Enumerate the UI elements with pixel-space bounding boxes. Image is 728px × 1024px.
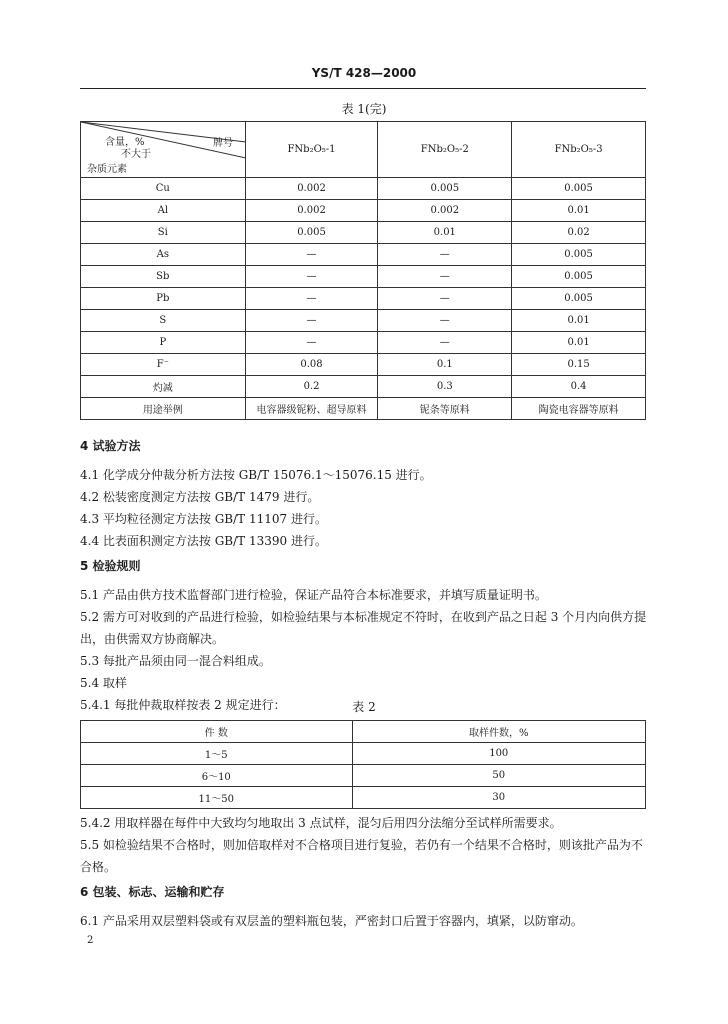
section4-item: 4.1 化学成分仲裁分析方法按 GB/T 15076.1～15076.15 进行。 [80,468,432,482]
value-cell: — [245,244,378,266]
sample-percent-cell: 100 [352,743,646,765]
page-number: 2 [87,935,94,946]
value-cell: 陶瓷电容器等原料 [512,398,646,420]
table-row [81,332,646,354]
sample-percent-cell: 30 [352,787,646,809]
corner-limit-label: 不大于 [121,149,151,160]
value-cell: 0.01 [378,222,512,244]
composition-table [80,121,646,420]
paragraph-5-5: 5.5 如检验结果不合格时，则加倍取样对不合格项目进行复验，若仍有一个结果不合格时，则该批产品为不合格。 [80,838,643,874]
column-header: 取样件数，% [352,721,646,743]
element-cell: P [81,332,246,354]
value-cell: 0.005 [245,222,378,244]
table1-header-row [81,122,646,178]
value-cell: 0.005 [512,266,646,288]
table-row [81,376,646,398]
element-cell: As [81,244,246,266]
element-cell: Cu [81,178,246,200]
column-header: 件 数 [81,721,353,743]
value-cell: 0.01 [512,200,646,222]
paragraph-5-1: 5.1 产品由供方技术监督部门进行检验，保证产品符合本标准要求，并填写质量证明书。 [80,588,547,602]
corner-impurity-label: 杂质元素 [87,164,127,175]
value-cell: 0.3 [378,376,512,398]
table-row [81,178,646,200]
corner-content-label: 含量，% [105,137,145,148]
value-cell: 0.005 [512,244,646,266]
table-row [81,398,646,420]
value-cell: — [378,244,512,266]
standard-number-header: YS/T 428—2000 [311,66,417,80]
value-cell: — [245,288,378,310]
value-cell: 0.01 [512,310,646,332]
section5-title: 5 检验规则 [80,559,141,573]
value-cell: — [378,288,512,310]
element-cell: 用途举例 [81,398,246,420]
quantity-cell: 1～5 [81,743,353,765]
column-header: FNb₂O₅-1 [245,122,378,178]
value-cell: 0.15 [512,354,646,376]
table-row [81,244,646,266]
header-rule [80,88,646,89]
quantity-cell: 11～50 [81,787,353,809]
value-cell: — [245,332,378,354]
section4-item: 4.2 松装密度测定方法按 GB/T 1479 进行。 [80,490,320,504]
paragraph-5-3: 5.3 每批产品须由同一混合料组成。 [80,654,271,668]
column-header: FNb₂O₅-2 [378,122,512,178]
paragraph-5-4-1: 5.4.1 每批仲裁取样按表 2 规定进行： [80,698,286,712]
corner-grade-label: 牌号 [213,138,233,149]
table2-header-row [81,721,646,743]
value-cell: 0.1 [378,354,512,376]
table-row [81,266,646,288]
table-row [81,765,646,787]
element-cell: 灼减 [81,376,246,398]
value-cell: — [245,310,378,332]
table-row [81,787,646,809]
table-row [81,200,646,222]
element-cell: Sb [81,266,246,288]
element-cell: Si [81,222,246,244]
value-cell: 0.002 [245,178,378,200]
value-cell: — [378,310,512,332]
value-cell: 0.002 [245,200,378,222]
section4-item: 4.3 平均粒径测定方法按 GB/T 11107 进行。 [80,512,327,526]
paragraph-5-4-2: 5.4.2 用取样器在每件中大致均匀地取出 3 点试样，混匀后用四分法缩分至试样所需要求。 [80,816,562,830]
table-row [81,288,646,310]
table-row [81,310,646,332]
paragraph-5-4: 5.4 取样 [80,676,127,690]
paragraph-5-2: 5.2 需方可对收到的产品进行检验，如检验结果与本标准规定不符时，在收到产品之日起 3 个月内向供方提出，由供需双方协商解决。 [80,610,647,646]
value-cell: 0.005 [512,288,646,310]
paragraph-6-1: 6.1 产品采用双层塑料袋或有双层盖的塑料瓶包装，严密封口后置于容器内，填紧，以防窜动。 [80,914,583,928]
value-cell: 0.4 [512,376,646,398]
value-cell: 0.2 [245,376,378,398]
section4-title: 4 试验方法 [80,439,141,453]
value-cell: — [245,266,378,288]
element-cell: Al [81,200,246,222]
value-cell: 0.01 [512,332,646,354]
table-row [81,743,646,765]
column-header: FNb₂O₅-3 [512,122,646,178]
element-cell: S [81,310,246,332]
value-cell: 0.02 [512,222,646,244]
table1-caption: 表 1(完) [341,102,387,116]
element-cell: F⁻ [81,354,246,376]
table1-corner-cell [81,122,246,178]
quantity-cell: 6～10 [81,765,353,787]
table-row [81,222,646,244]
element-cell: Pb [81,288,246,310]
sampling-table [80,720,646,809]
value-cell: — [378,332,512,354]
value-cell: 0.002 [378,200,512,222]
section4-item: 4.4 比表面积测定方法按 GB/T 13390 进行。 [80,534,327,548]
sample-percent-cell: 50 [352,765,646,787]
value-cell: 0.08 [245,354,378,376]
value-cell: 0.005 [378,178,512,200]
value-cell: 0.005 [512,178,646,200]
section6-title: 6 包装、标志、运输和贮存 [80,885,225,899]
value-cell: 铌条等原料 [378,398,512,420]
value-cell: 电容器级铌粉、超导原料 [245,398,378,420]
value-cell: — [378,266,512,288]
table2-caption: 表 2 [352,700,376,714]
table-row [81,354,646,376]
